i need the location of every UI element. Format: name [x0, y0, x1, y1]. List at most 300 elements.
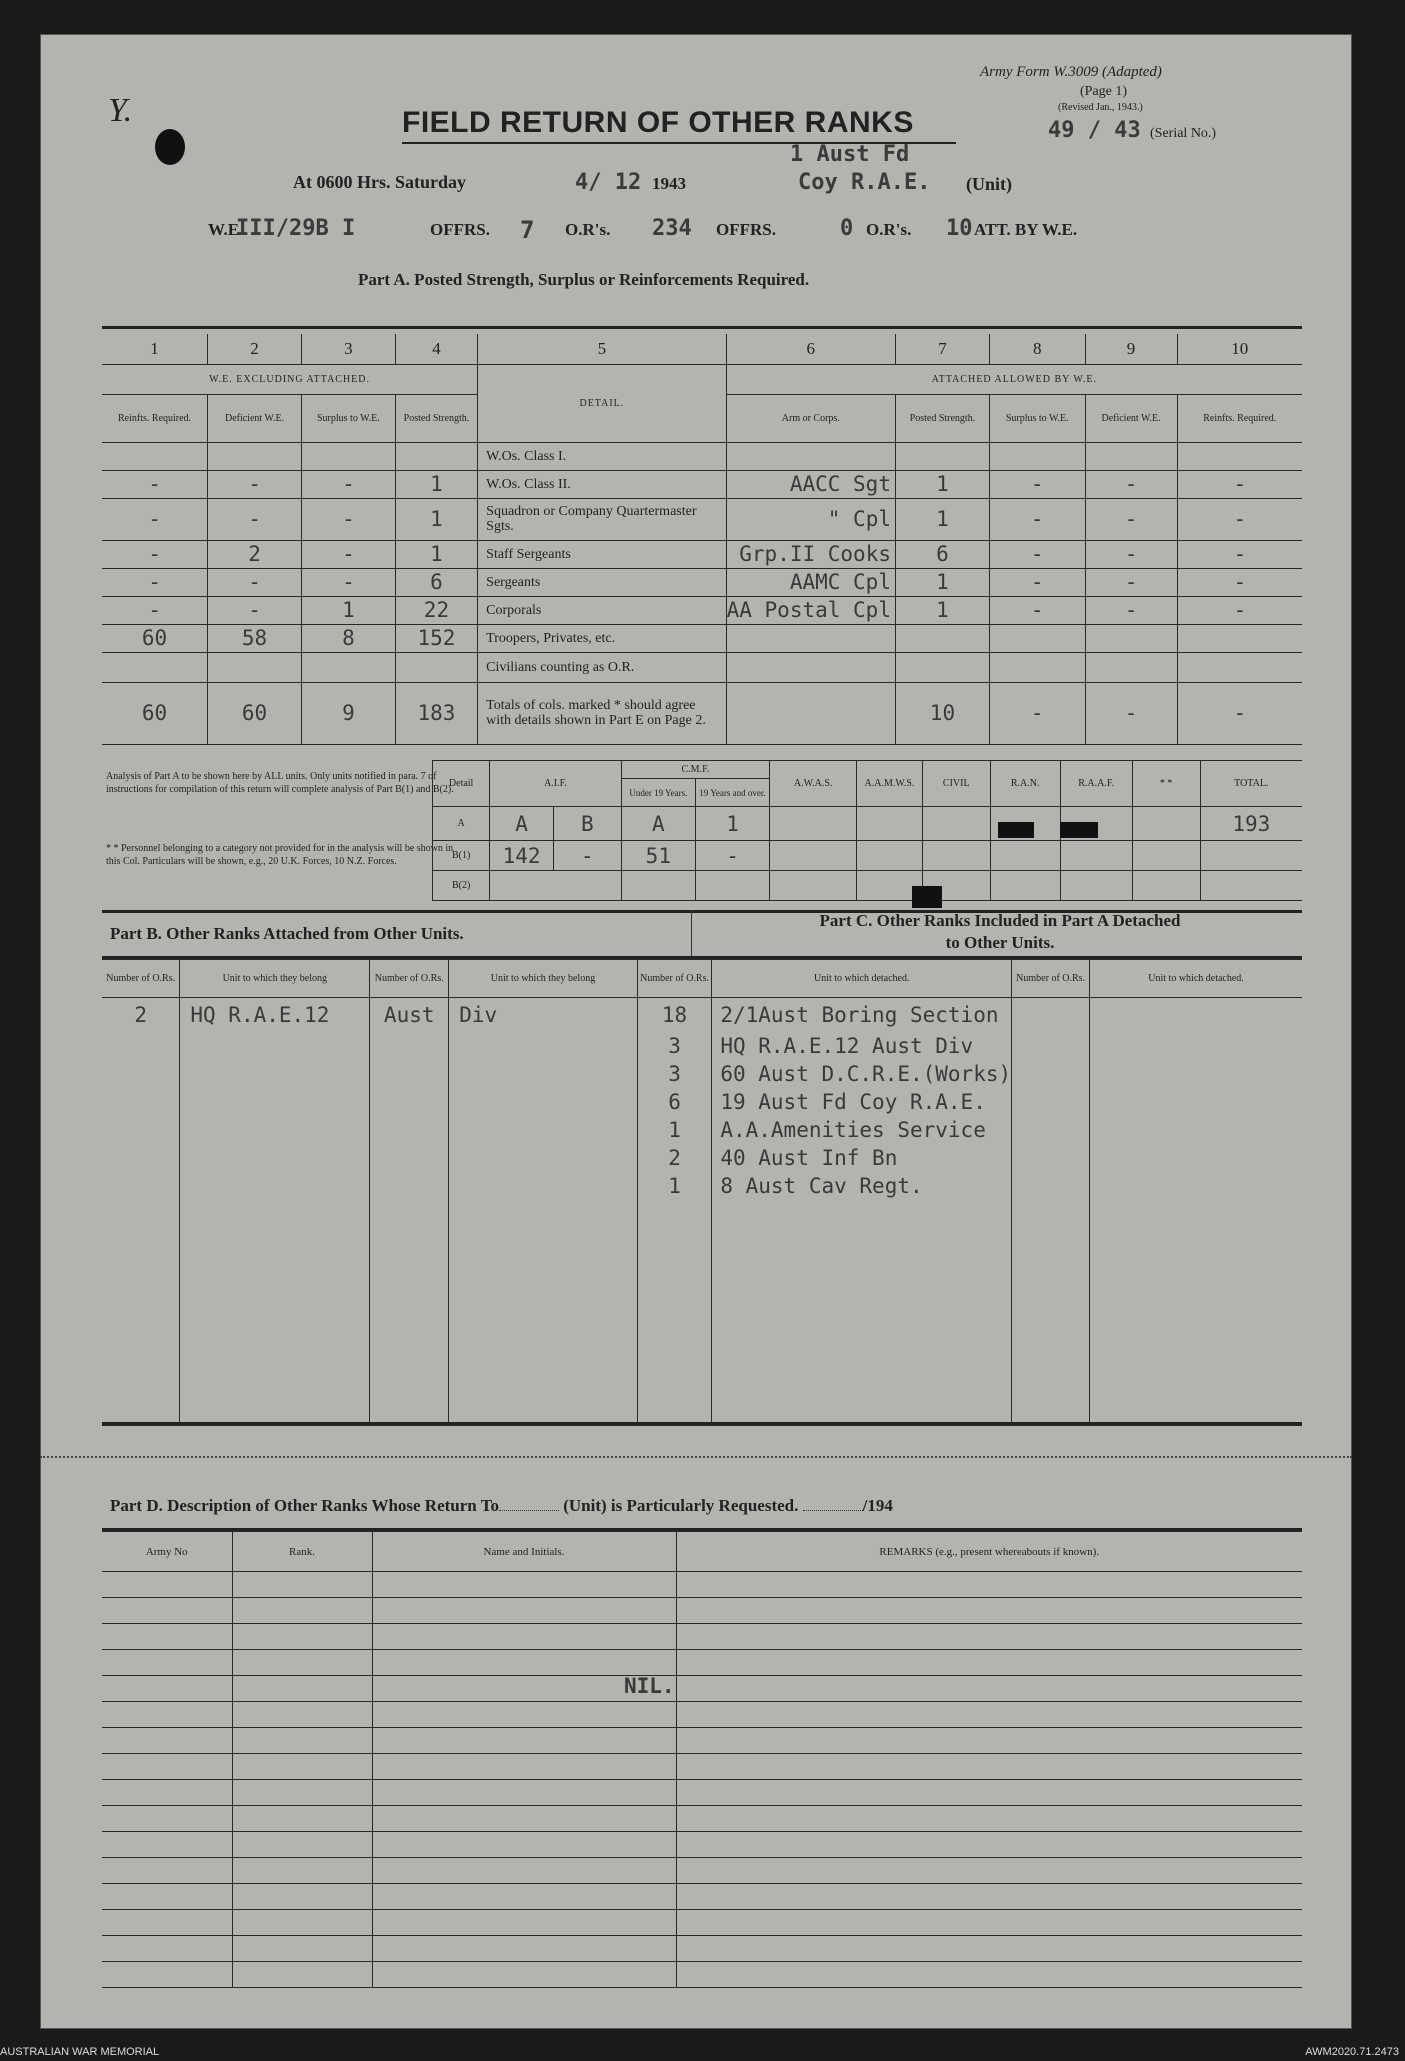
part-d-cell	[676, 1780, 1302, 1806]
part-a-title: Part A. Posted Strength, Surplus or Reinforcements Required.	[358, 270, 810, 289]
part-b-num	[102, 1340, 180, 1368]
table-row	[102, 1832, 1302, 1858]
part-b-unit	[180, 1088, 370, 1116]
detail-cell: Totals of cols. marked * should agree with details shown in Part E on Page 2.	[478, 682, 726, 744]
att-posted-cell: 1	[895, 470, 989, 498]
part-c-unit	[712, 1200, 1012, 1228]
table-row	[102, 1884, 1302, 1910]
part-b-num2	[370, 1200, 449, 1228]
part-d-cell	[232, 1676, 372, 1702]
reinfts-cell: -	[102, 568, 208, 596]
part-c-title	[700, 910, 1300, 954]
col-header: Arm or Corps.	[726, 394, 895, 442]
redaction-mark	[1060, 822, 1098, 838]
part-c-num2	[1012, 1228, 1090, 1256]
att-posted-cell	[895, 624, 989, 652]
part-c-title-line1: Part C. Other Ranks Included in Part A Detached	[819, 911, 1181, 930]
part-c-num: 3	[637, 1060, 712, 1088]
part-c-num: 3	[637, 1032, 712, 1060]
part-d-cell	[102, 1962, 232, 1988]
deficient-cell	[208, 442, 302, 470]
offrs2-value: 0	[840, 216, 854, 241]
table-row	[102, 1368, 1302, 1396]
analysis-header: A.A.M.W.S.	[857, 761, 923, 807]
posted-cell: 6	[395, 568, 477, 596]
part-b-unit	[180, 1368, 370, 1396]
part-b-num	[102, 1284, 180, 1312]
part-d-entry: NIL.	[624, 1674, 675, 1698]
table-row	[102, 1060, 1302, 1088]
part-d-cell	[372, 1650, 676, 1676]
part-c-num2	[1012, 1172, 1090, 1200]
table-row	[102, 1116, 1302, 1144]
we-value: III/29B I	[236, 216, 356, 241]
table-row	[102, 1624, 1302, 1650]
part-d-cell	[676, 1858, 1302, 1884]
analysis-row-label: B(1)	[433, 841, 490, 871]
table-row	[102, 1806, 1302, 1832]
part-b-unit	[180, 1284, 370, 1312]
redaction-mark	[912, 886, 942, 908]
col-header: Surplus to W.E.	[989, 394, 1085, 442]
att-deficient-cell: -	[1085, 470, 1177, 498]
part-d-cell	[232, 1702, 372, 1728]
col-header: Posted Strength.	[895, 394, 989, 442]
reinfts-cell	[102, 652, 208, 682]
part-c-unit: 19 Aust Fd Coy R.A.E.	[712, 1088, 1012, 1116]
analysis-over19: -	[695, 841, 769, 871]
part-d-cell	[102, 1780, 232, 1806]
serial-label: (Serial No.)	[1150, 126, 1217, 141]
att-deficient-cell	[1085, 442, 1177, 470]
col-number: 3	[302, 334, 396, 364]
time-label: At 0600 Hrs. Saturday	[293, 172, 467, 192]
part-c-num2	[1012, 1032, 1090, 1060]
table-row	[102, 1312, 1302, 1340]
part-c-num	[637, 1228, 712, 1256]
analysis-header: R.A.A.F.	[1060, 761, 1132, 807]
serial-value: 49 / 43	[1048, 118, 1141, 143]
table-row	[102, 1728, 1302, 1754]
part-d-cell	[372, 1624, 676, 1650]
table-row	[102, 1910, 1302, 1936]
part-d-cell	[232, 1780, 372, 1806]
part-d-title-mid: (Unit) is Particularly Requested.	[563, 1496, 799, 1515]
part-d-rows	[102, 1572, 1302, 1988]
footer-right: AWM2020.71.2473	[1305, 2046, 1399, 2058]
part-c-unit2	[1090, 1088, 1302, 1116]
part-a-row	[102, 682, 1302, 744]
arm-corps-cell: AA Postal Cpl	[726, 596, 895, 624]
part-d-table	[102, 1531, 1302, 1988]
surplus-cell	[302, 442, 396, 470]
part-d-cell	[372, 1572, 676, 1598]
part-d-cell	[232, 1884, 372, 1910]
part-c-unit2	[1090, 1060, 1302, 1088]
part-d-cell	[676, 1702, 1302, 1728]
table-row	[102, 1284, 1302, 1312]
part-d-cell	[372, 1962, 676, 1988]
part-c-unit2	[1090, 1172, 1302, 1200]
part-c-num: 18	[637, 998, 712, 1032]
part-a-row	[102, 652, 1302, 682]
part-b-num	[102, 1060, 180, 1088]
deficient-cell: 60	[208, 682, 302, 744]
part-d-cell	[232, 1832, 372, 1858]
part-b-unit2	[449, 1368, 638, 1396]
analysis-row-label: A	[433, 807, 490, 841]
arm-corps-cell: " Cpl	[726, 498, 895, 540]
reinfts-cell: -	[102, 540, 208, 568]
date-value: 4/ 12	[575, 170, 642, 195]
part-b-unit2	[449, 1228, 638, 1256]
table-row	[102, 1340, 1302, 1368]
att-reinfts-cell	[1177, 442, 1302, 470]
part-c-unit2	[1090, 1368, 1302, 1396]
part-b-unit2	[449, 1200, 638, 1228]
part-b-unit2	[449, 1284, 638, 1312]
part-d-cell	[232, 1754, 372, 1780]
part-a-row	[102, 540, 1302, 568]
part-c-num2	[1012, 1396, 1090, 1424]
reinfts-cell: -	[102, 596, 208, 624]
analysis-header: R.A.N.	[990, 761, 1060, 807]
part-c-num	[637, 1340, 712, 1368]
part-b-header: Number of O.Rs.	[102, 960, 180, 998]
part-d-cell	[232, 1624, 372, 1650]
deficient-cell: -	[208, 568, 302, 596]
analysis-typed-b: B	[553, 807, 621, 841]
analysis-aif: 142	[490, 841, 554, 871]
deficient-cell: -	[208, 498, 302, 540]
surplus-cell: 8	[302, 624, 396, 652]
part-b-num2	[370, 1396, 449, 1424]
part-b-num2	[370, 1340, 449, 1368]
part-b-num2	[370, 1256, 449, 1284]
part-b-num: 2	[102, 998, 180, 1032]
col-header: Reinfts. Required.	[1177, 394, 1302, 442]
part-d-cell	[232, 1962, 372, 1988]
part-c-num2	[1012, 1284, 1090, 1312]
posted-cell: 1	[395, 498, 477, 540]
analysis-header: CIVIL	[922, 761, 990, 807]
arm-corps-cell: AACC Sgt	[726, 470, 895, 498]
analysis-under19: 51	[621, 841, 695, 871]
part-d-cell	[676, 1962, 1302, 1988]
part-a-row	[102, 442, 1302, 470]
part-d-cell	[102, 1884, 232, 1910]
part-c-unit: 40 Aust Inf Bn	[712, 1144, 1012, 1172]
corner-mark: Y.	[108, 92, 133, 129]
att-reinfts-cell: -	[1177, 568, 1302, 596]
part-d-cell	[102, 1676, 232, 1702]
part-d-cell	[676, 1728, 1302, 1754]
reinfts-cell: -	[102, 470, 208, 498]
analysis-note: Analysis of Part A to be shown here by ALL units. Only units notified in para. 7 of instructions for compilation of this return will complete analysis of Part B(1) and B(2).	[106, 771, 454, 795]
col-number: 2	[208, 334, 302, 364]
deficient-cell: 2	[208, 540, 302, 568]
part-b-num2	[370, 1172, 449, 1200]
we-label: W.E.	[208, 220, 244, 239]
part-d-cell	[372, 1832, 676, 1858]
part-d-cell	[372, 1728, 676, 1754]
detail-cell: Sergeants	[478, 568, 726, 596]
att-deficient-cell	[1085, 652, 1177, 682]
part-d-cell	[372, 1702, 676, 1728]
col-number: 5	[478, 334, 726, 364]
table-row	[102, 998, 1302, 1032]
part-b-unit2	[449, 1172, 638, 1200]
part-b-unit2: Div	[449, 998, 638, 1032]
posted-cell: 183	[395, 682, 477, 744]
arm-corps-cell: AAMC Cpl	[726, 568, 895, 596]
att-surplus-cell: -	[989, 596, 1085, 624]
att-reinfts-cell: -	[1177, 470, 1302, 498]
surplus-cell: -	[302, 498, 396, 540]
table-row	[102, 1936, 1302, 1962]
part-a-rows	[102, 442, 1302, 744]
part-c-unit2	[1090, 1228, 1302, 1256]
part-bc-table	[102, 959, 1302, 1426]
part-a-row	[102, 568, 1302, 596]
part-b-num	[102, 1144, 180, 1172]
ors-value: 234	[652, 216, 692, 241]
analysis-header: A.W.A.S.	[770, 761, 857, 807]
part-b-num	[102, 1256, 180, 1284]
part-b-header: Number of O.Rs.	[370, 960, 449, 998]
part-c-num2	[1012, 998, 1090, 1032]
att-label: ATT. BY W.E.	[974, 220, 1078, 239]
part-d-cell	[676, 1806, 1302, 1832]
analysis-aif-b: -	[553, 841, 621, 871]
part-d-cell	[676, 1832, 1302, 1858]
part-d-cell	[232, 1728, 372, 1754]
part-d-header: Name and Initials.	[372, 1532, 676, 1572]
part-d-cell	[232, 1936, 372, 1962]
part-b-num2	[370, 1088, 449, 1116]
part-d-cell	[102, 1754, 232, 1780]
part-c-num2	[1012, 1060, 1090, 1088]
part-d-cell	[676, 1624, 1302, 1650]
analysis-header: * *	[1132, 761, 1200, 807]
att-reinfts-cell: -	[1177, 498, 1302, 540]
table-row	[102, 1256, 1302, 1284]
part-b-header: Unit to which they belong	[180, 960, 370, 998]
part-c-title-line2: to Other Units.	[945, 933, 1055, 952]
col-number: 10	[1177, 334, 1302, 364]
form-adapted: (Adapted)	[1101, 64, 1162, 80]
part-d-cell	[232, 1598, 372, 1624]
part-c-header: Number of O.Rs.	[1012, 960, 1090, 998]
part-d-cell	[372, 1884, 676, 1910]
part-c-unit: 2/1Aust Boring Section	[712, 998, 1012, 1032]
deficient-cell: 58	[208, 624, 302, 652]
part-a-table	[102, 334, 1302, 745]
att-posted-cell: 1	[895, 498, 989, 540]
att-surplus-cell: -	[989, 498, 1085, 540]
col-header: Surplus to W.E.	[302, 394, 396, 442]
posted-cell: 1	[395, 540, 477, 568]
part-b-unit	[180, 1172, 370, 1200]
part-c-num2	[1012, 1368, 1090, 1396]
col-number: 1	[102, 334, 208, 364]
surplus-cell: 9	[302, 682, 396, 744]
part-d-cell	[676, 1754, 1302, 1780]
part-b-title: Part B. Other Ranks Attached from Other Units.	[110, 924, 464, 943]
perforation-line	[40, 1456, 1352, 1458]
detail-cell: W.Os. Class II.	[478, 470, 726, 498]
posted-cell	[395, 652, 477, 682]
table-row	[102, 1144, 1302, 1172]
offrs-label: OFFRS.	[430, 220, 490, 239]
part-d-cell	[102, 1650, 232, 1676]
arm-corps-cell	[726, 442, 895, 470]
page-number: (Page 1)	[1080, 84, 1128, 99]
arm-corps-cell	[726, 682, 895, 744]
table-row	[102, 1088, 1302, 1116]
part-d-cell	[102, 1702, 232, 1728]
table-row	[102, 1962, 1302, 1988]
part-c-unit	[712, 1284, 1012, 1312]
col-number: 9	[1085, 334, 1177, 364]
col-header: Deficient W.E.	[208, 394, 302, 442]
posted-cell	[395, 442, 477, 470]
part-d-header: Rank.	[232, 1532, 372, 1572]
part-b-num	[102, 1368, 180, 1396]
table-row	[102, 1754, 1302, 1780]
part-b-num2	[370, 1228, 449, 1256]
detail-cell: Troopers, Privates, etc.	[478, 624, 726, 652]
part-c-unit2	[1090, 1340, 1302, 1368]
part-d-cell	[102, 1728, 232, 1754]
analysis-row-label: B(2)	[433, 871, 490, 901]
part-c-header: Unit to which detached.	[712, 960, 1012, 998]
part-c-unit	[712, 1312, 1012, 1340]
table-row	[102, 1858, 1302, 1884]
table-row	[102, 1702, 1302, 1728]
part-d-cell	[102, 1624, 232, 1650]
part-c-unit	[712, 1368, 1012, 1396]
part-c-unit: A.A.Amenities Service	[712, 1116, 1012, 1144]
analysis-detail-header: Detail	[433, 761, 490, 807]
analysis-header: TOTAL.	[1200, 761, 1302, 807]
att-deficient-cell	[1085, 624, 1177, 652]
part-b-num	[102, 1200, 180, 1228]
att-surplus-cell	[989, 624, 1085, 652]
analysis-total: 193	[1200, 807, 1302, 841]
form-title: FIELD RETURN OF OTHER RANKS	[402, 106, 914, 139]
part-b-unit2	[449, 1312, 638, 1340]
part-d-cell	[102, 1858, 232, 1884]
part-d-cell	[232, 1858, 372, 1884]
part-d-cell	[102, 1572, 232, 1598]
part-a-row	[102, 498, 1302, 540]
part-b-unit2	[449, 1340, 638, 1368]
part-c-unit2	[1090, 998, 1302, 1032]
att-deficient-cell: -	[1085, 596, 1177, 624]
part-d-cell	[676, 1936, 1302, 1962]
detail-header: DETAIL.	[478, 364, 726, 442]
group-header-attached: ATTACHED ALLOWED BY W.E.	[726, 364, 1302, 394]
group-header-we: W.E. EXCLUDING ATTACHED.	[102, 364, 478, 394]
part-b-unit	[180, 1256, 370, 1284]
part-b-header: Unit to which they belong	[449, 960, 638, 998]
ors-label: O.R's.	[565, 220, 611, 239]
part-c-num	[637, 1284, 712, 1312]
part-d-cell	[372, 1754, 676, 1780]
analysis-header: A.I.F.	[490, 761, 621, 807]
part-b-num	[102, 1088, 180, 1116]
part-c-header: Number of O.Rs.	[637, 960, 712, 998]
part-d-header: REMARKS (e.g., present whereabouts if known).	[676, 1532, 1302, 1572]
analysis-typed-1: 1	[695, 807, 769, 841]
col-number: 7	[895, 334, 989, 364]
part-b-num2	[370, 1144, 449, 1172]
part-b-num2	[370, 1032, 449, 1060]
part-c-num2	[1012, 1088, 1090, 1116]
posted-cell: 22	[395, 596, 477, 624]
part-b-unit	[180, 1396, 370, 1424]
part-d-cell	[372, 1806, 676, 1832]
part-b-unit2	[449, 1088, 638, 1116]
att-reinfts-cell: -	[1177, 596, 1302, 624]
part-b-num	[102, 1116, 180, 1144]
part-b-num	[102, 1312, 180, 1340]
revised-note: (Revised Jan., 1943.)	[1058, 102, 1143, 113]
att-posted-cell: 1	[895, 596, 989, 624]
part-b-unit2	[449, 1060, 638, 1088]
part-c-unit	[712, 1256, 1012, 1284]
part-a-row	[102, 470, 1302, 498]
part-c-num	[637, 1256, 712, 1284]
detail-cell: Staff Sergeants	[478, 540, 726, 568]
part-b-unit2	[449, 1256, 638, 1284]
analysis-typed-a: A	[490, 807, 554, 841]
part-c-num	[637, 1368, 712, 1396]
table-row	[102, 1032, 1302, 1060]
part-c-num2	[1012, 1200, 1090, 1228]
part-c-unit2	[1090, 1200, 1302, 1228]
col-number: 8	[989, 334, 1085, 364]
part-c-num: 6	[637, 1088, 712, 1116]
part-b-num2	[370, 1060, 449, 1088]
deficient-cell: -	[208, 470, 302, 498]
col-number: 4	[395, 334, 477, 364]
year: 1943	[652, 174, 686, 193]
posted-cell: 152	[395, 624, 477, 652]
att-deficient-cell: -	[1085, 682, 1177, 744]
part-b-unit: HQ R.A.E.12	[180, 998, 370, 1032]
att-reinfts-cell: -	[1177, 682, 1302, 744]
part-d-cell	[372, 1598, 676, 1624]
form-sheet	[40, 34, 1352, 2029]
part-d-cell	[102, 1806, 232, 1832]
part-d-cell	[676, 1676, 1302, 1702]
part-c-num2	[1012, 1312, 1090, 1340]
surplus-cell: 1	[302, 596, 396, 624]
posted-cell: 1	[395, 470, 477, 498]
part-b-num	[102, 1172, 180, 1200]
unit-line-2: Coy R.A.E.	[798, 170, 931, 195]
part-a-row	[102, 624, 1302, 652]
part-c-num	[637, 1396, 712, 1424]
part-c-num2	[1012, 1116, 1090, 1144]
part-b-unit2	[449, 1032, 638, 1060]
part-c-unit2	[1090, 1396, 1302, 1424]
table-row	[102, 1676, 1302, 1702]
part-d-cell	[676, 1650, 1302, 1676]
arm-corps-cell: Grp.II Cooks	[726, 540, 895, 568]
